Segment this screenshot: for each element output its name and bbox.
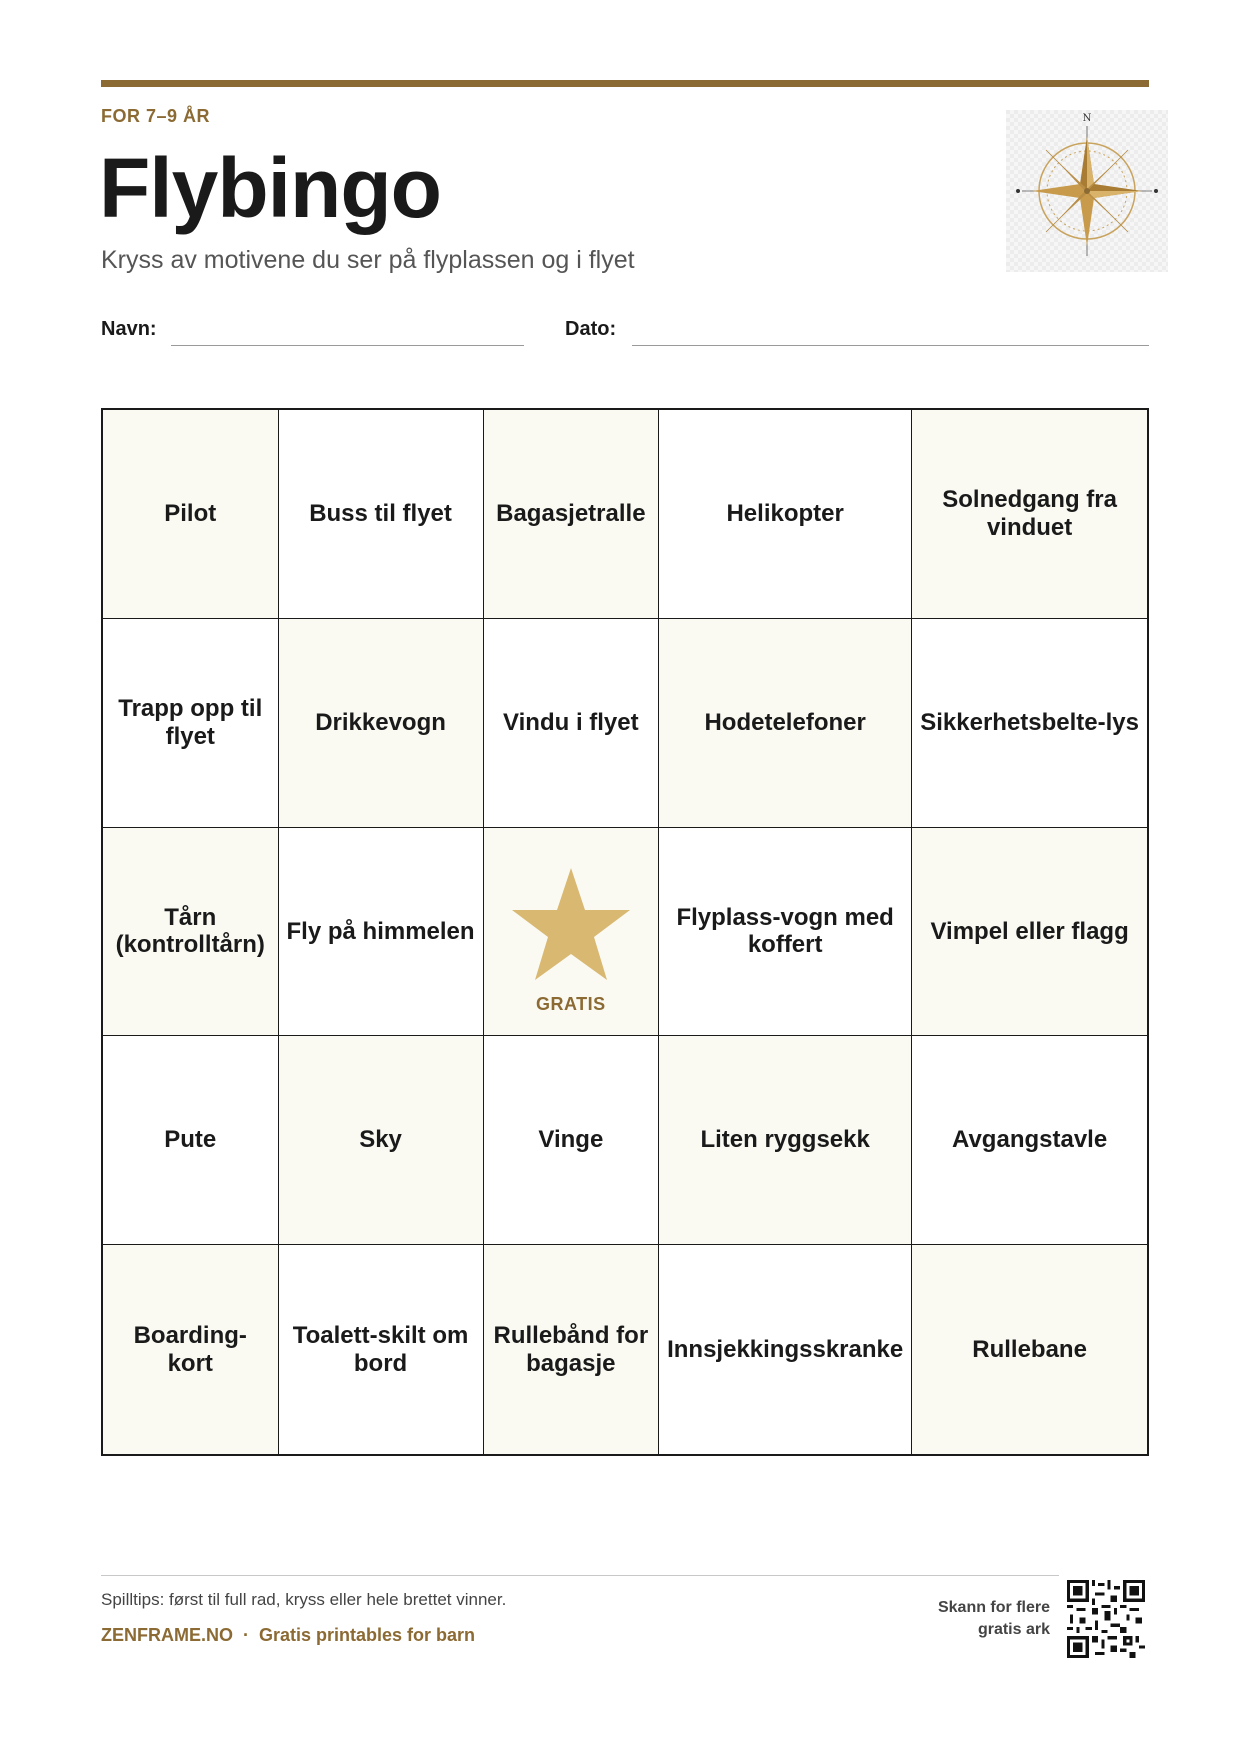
bingo-cell[interactable]: Sky [279, 1036, 484, 1245]
bingo-cell[interactable]: Vinge [484, 1036, 660, 1245]
bingo-cell[interactable]: Pute [103, 1036, 279, 1245]
scan-line-1: Skann for flere [937, 1599, 1050, 1616]
brand-line [101, 1625, 475, 1646]
game-tip: Spilltips: først til full rad, kryss eller hele brettet vinner. [101, 1590, 507, 1609]
brand-link[interactable]: ZENFRAME.NO [101, 1625, 233, 1645]
bingo-cell[interactable]: Avgangstavle [912, 1036, 1147, 1245]
bingo-cell[interactable] [659, 1245, 912, 1454]
svg-text:N: N [1082, 113, 1092, 124]
bingo-cell[interactable]: Rullebane [912, 1245, 1147, 1454]
bingo-cell[interactable]: Vimpel eller flagg [912, 828, 1147, 1037]
free-space[interactable] [484, 828, 660, 1037]
bingo-cell[interactable]: Toalett-skilt om bord [279, 1245, 484, 1454]
bingo-cell[interactable]: Solnedgang fra vinduet [912, 410, 1147, 619]
footer-rule [101, 1575, 1059, 1576]
brand-separator: · [243, 1625, 249, 1645]
bingo-cell[interactable]: Bagasjetralle [484, 410, 660, 619]
bingo-cell[interactable]: Helikopter [659, 410, 912, 619]
bingo-cell[interactable]: Vindu i flyet [484, 619, 660, 828]
bingo-cell[interactable]: Pilot [103, 410, 279, 619]
age-label: FOR 7–9 ÅR [101, 106, 211, 126]
bingo-cell[interactable]: Drikkevogn [279, 619, 484, 828]
bingo-cell-label: Fly på himmelen [286, 917, 475, 945]
date-field[interactable] [632, 345, 1149, 346]
bingo-cell[interactable]: Liten ryggsekk [659, 1036, 912, 1245]
page-subtitle: Kryss av motivene du ser på flyplassen og i flyet [101, 246, 635, 274]
qr-code-icon[interactable] [1067, 1580, 1145, 1658]
name-field[interactable] [171, 345, 524, 346]
bingo-cell[interactable]: Hodetelefoner [659, 619, 912, 828]
date-label: Dato: [565, 318, 617, 340]
bingo-cell[interactable]: Buss til flyet [279, 410, 484, 619]
bingo-cell[interactable]: Boarding-kort [103, 1245, 279, 1454]
bingo-cell[interactable]: Flyplass-vogn med koffert [659, 828, 912, 1037]
name-label: Navn: [101, 318, 157, 340]
free-space-label: GRATIS [536, 994, 606, 1015]
bingo-cell[interactable] [279, 828, 484, 1037]
bingo-cell-label: Innsjekkingsskranke [667, 1335, 904, 1363]
bingo-board [101, 408, 1149, 1456]
bingo-cell[interactable] [912, 619, 1147, 828]
bingo-cell-label: Sikkerhetsbelte-lys [920, 708, 1139, 736]
brand-tagline: Gratis printables for barn [259, 1625, 476, 1645]
page-title: Flybingo [99, 141, 441, 235]
bingo-cell[interactable]: Trapp opp til flyet [103, 619, 279, 828]
bingo-cell[interactable]: Rullebånd for bagasje [484, 1245, 660, 1454]
bingo-cell[interactable]: Tårn (kontrolltårn) [103, 828, 279, 1037]
top-rule [101, 80, 1149, 87]
scan-caption [890, 1597, 1050, 1642]
compass-rose-icon [1006, 110, 1168, 272]
scan-line-2: gratis ark [977, 1621, 1050, 1639]
star-icon [509, 866, 633, 984]
